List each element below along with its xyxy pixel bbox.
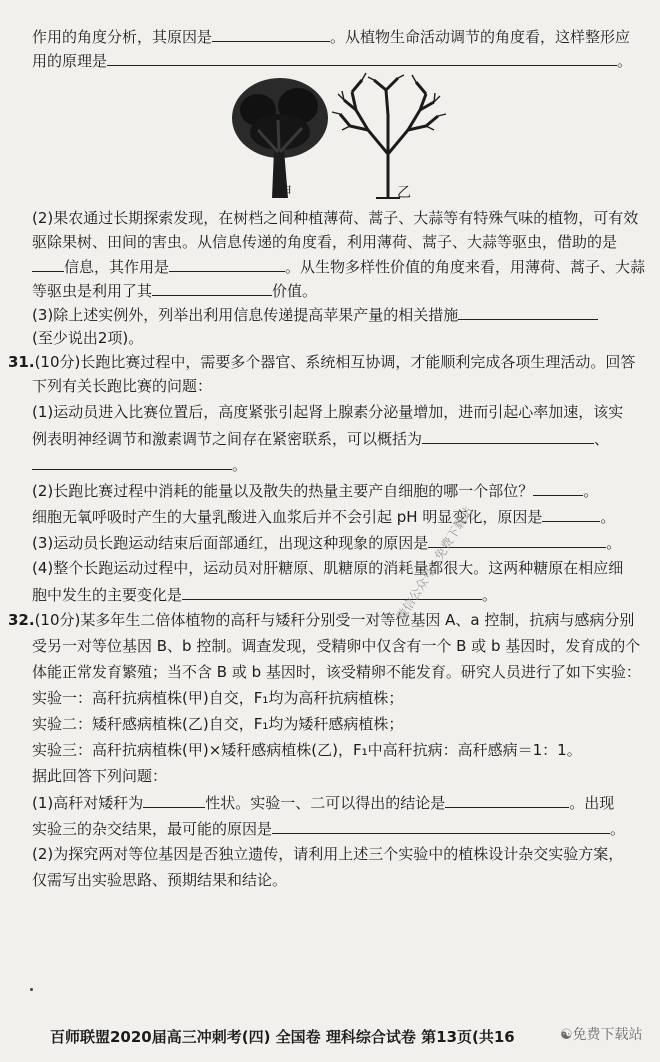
tree-yi (332, 73, 446, 198)
text-line: 下列有关长跑比赛的问题： (32, 377, 213, 395)
text-line: (至少说出2项)。 (32, 329, 144, 347)
question-32-heading: 32.(10分)某多年生二倍体植物的高秆与矮秆分别受一对等位基因 A、a 控制，抗病与感病分别 (8, 611, 635, 629)
answer-blank (169, 256, 285, 272)
question-31-heading: 31.(10分)长跑比赛过程中，需要多个器官、系统相互协调，才能顺利完成各项生理活动。回答 (8, 353, 636, 371)
text-line: (4)整个长跑运动过程中，运动员对肝糖原、肌糖原的消耗量都很大。这两种糖原在相应细 (32, 559, 624, 577)
text-line: 驱除果树、田间的害虫。从信息传递的角度看，利用薄荷、蒿子、大蒜等驱虫，借助的是 (32, 233, 618, 251)
text-line: 仅需写出实验思路、预期结果和结论。 (32, 871, 288, 889)
text-line: 细胞无氧呼吸时产生的大量乳酸进入血浆后并不会引起 pH 明显变化，原因是 。 (32, 508, 616, 526)
figure-label-yi: 乙 (397, 185, 411, 201)
watermark-logo-icon: ☯ (560, 1027, 573, 1043)
text-line: 。 (32, 454, 247, 475)
answer-blank (533, 480, 583, 496)
text-line: 用的原理是 。 (32, 52, 633, 70)
text-line: 例表明神经调节和激素调节之间存在紧密联系，可以概括为 、 (32, 430, 610, 448)
tree-illustration (228, 70, 448, 210)
watermark-corner: ☯免费下载站 (560, 1027, 643, 1043)
page-speck (30, 988, 33, 991)
text-line: 胞中发生的主要变化是 。 (32, 586, 498, 604)
experiment-2: 实验二：矮秆感病植株(乙)自交，F₁均为矮秆感病植株； (32, 715, 404, 733)
text-line: 信息，其作用是 。从生物多样性价值的角度来看，用薄荷、蒿子、大蒜 (32, 256, 645, 277)
answer-blank (182, 584, 482, 600)
answer-blank (272, 818, 610, 834)
page-footer: 百师联盟2020届高三冲刺考(四) 全国卷 理科综合试卷 第13页(共16 (50, 1028, 515, 1046)
answer-blank (107, 50, 617, 66)
answer-blank (152, 280, 272, 296)
answer-blank (32, 256, 64, 272)
text-line: (3)除上述实例外，列举出利用信息传递提高苹果产量的相关措施 (32, 304, 598, 325)
experiment-1: 实验一：高秆抗病植株(甲)自交，F₁均为高秆抗病植株； (32, 689, 404, 707)
text-line: 等驱虫是利用了其 价值。 (32, 282, 318, 300)
answer-blank (32, 454, 232, 470)
experiment-3: 实验三：高秆抗病植株(甲)×矮秆感病植株(乙)，F₁中高秆抗病：高秆感病＝1：1。 (32, 741, 582, 759)
text-line: (2)为探究两对等位基因是否独立遗传，请利用上述三个实验中的植株设计杂交实验方案， (32, 845, 624, 863)
answer-blank (445, 792, 569, 808)
text-line: 受另一对等位基因 B、b 控制。调查发现，受精卵中仅含有一个 B 或 b 基因时，发育成的个 (32, 637, 641, 655)
answer-blank (422, 428, 594, 444)
text-line: 实验三的杂交结果，最可能的原因是 。 (32, 820, 626, 838)
answer-blank (143, 792, 205, 808)
text-line: 体能正常发育繁殖；当不含 B 或 b 基因时，该受精卵不能发育。研究人员进行了如下实验： (32, 663, 641, 681)
text-line: 据此回答下列问题： (32, 767, 168, 785)
figure-label-jia: 甲 (278, 185, 292, 201)
text-line: (1)运动员进入比赛位置后，高度紧张引起肾上腺素分泌量增加，进而引起心率加速，该实 (32, 403, 624, 421)
answer-blank (542, 506, 600, 522)
answer-blank (212, 26, 330, 42)
text-line: (2)长跑比赛过程中消耗的能量以及散失的热量主要产自细胞的哪一个部位？ 。 (32, 482, 599, 500)
text-line: (3)运动员长跑运动结束后面部通红，出现这种现象的原因是 。 (32, 534, 622, 552)
text-line: 作用的角度分析，其原因是 。从植物生命活动调节的角度看，这样整形应 (32, 28, 631, 46)
answer-blank (458, 304, 598, 320)
text-line: (2)果农通过长期探索发现，在树档之间种植薄荷、蒿子、大蒜等有特殊气味的植物，可有效 (32, 209, 639, 227)
watermark-diagonal: 微信公众号：免费下载站 (393, 504, 476, 624)
tree-jia (232, 78, 328, 198)
text-line: (1)高秆对矮秆为 性状。实验一、二可以得出的结论是 。出现 (32, 794, 615, 812)
